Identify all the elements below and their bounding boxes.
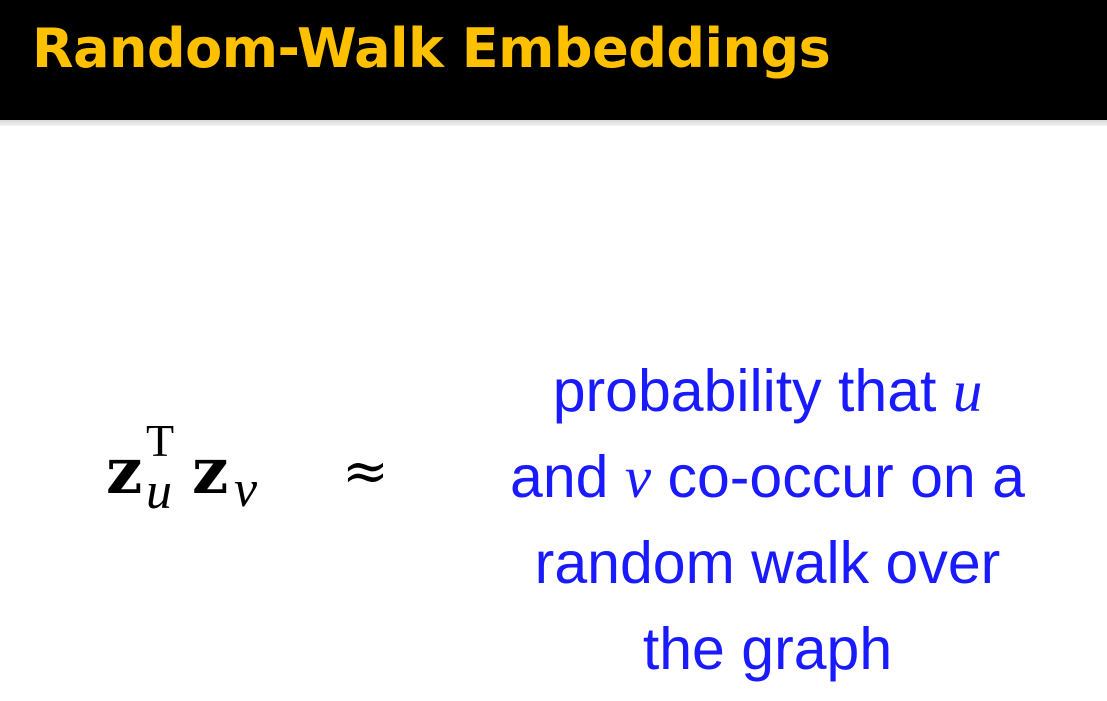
formula-description — [440, 348, 1095, 692]
formula-vector-z-u: z — [106, 434, 143, 509]
description-line-1-text: probability that — [552, 358, 953, 424]
slide-title: Random-Walk Embeddings — [32, 17, 831, 80]
description-line-1 — [440, 348, 1095, 434]
description-line-2 — [440, 434, 1095, 520]
formula-transpose-superscript: T — [146, 415, 175, 466]
description-var-u: u — [952, 358, 983, 424]
description-line-4: the graph — [642, 616, 893, 682]
embedding-formula — [106, 415, 426, 538]
formula-subscript-u: u — [146, 463, 172, 520]
description-line-2-end: co-occur on a — [651, 444, 1025, 510]
title-divider — [0, 120, 1107, 126]
description-var-v: v — [624, 444, 652, 510]
title-bar — [0, 0, 1107, 120]
formula-approx-symbol: ≈ — [342, 439, 389, 504]
formula-subscript-v: v — [234, 461, 258, 518]
description-line-2-start: and — [510, 444, 625, 510]
description-line-3: random walk over — [534, 530, 1001, 596]
formula-vector-z-v: z — [192, 434, 229, 509]
